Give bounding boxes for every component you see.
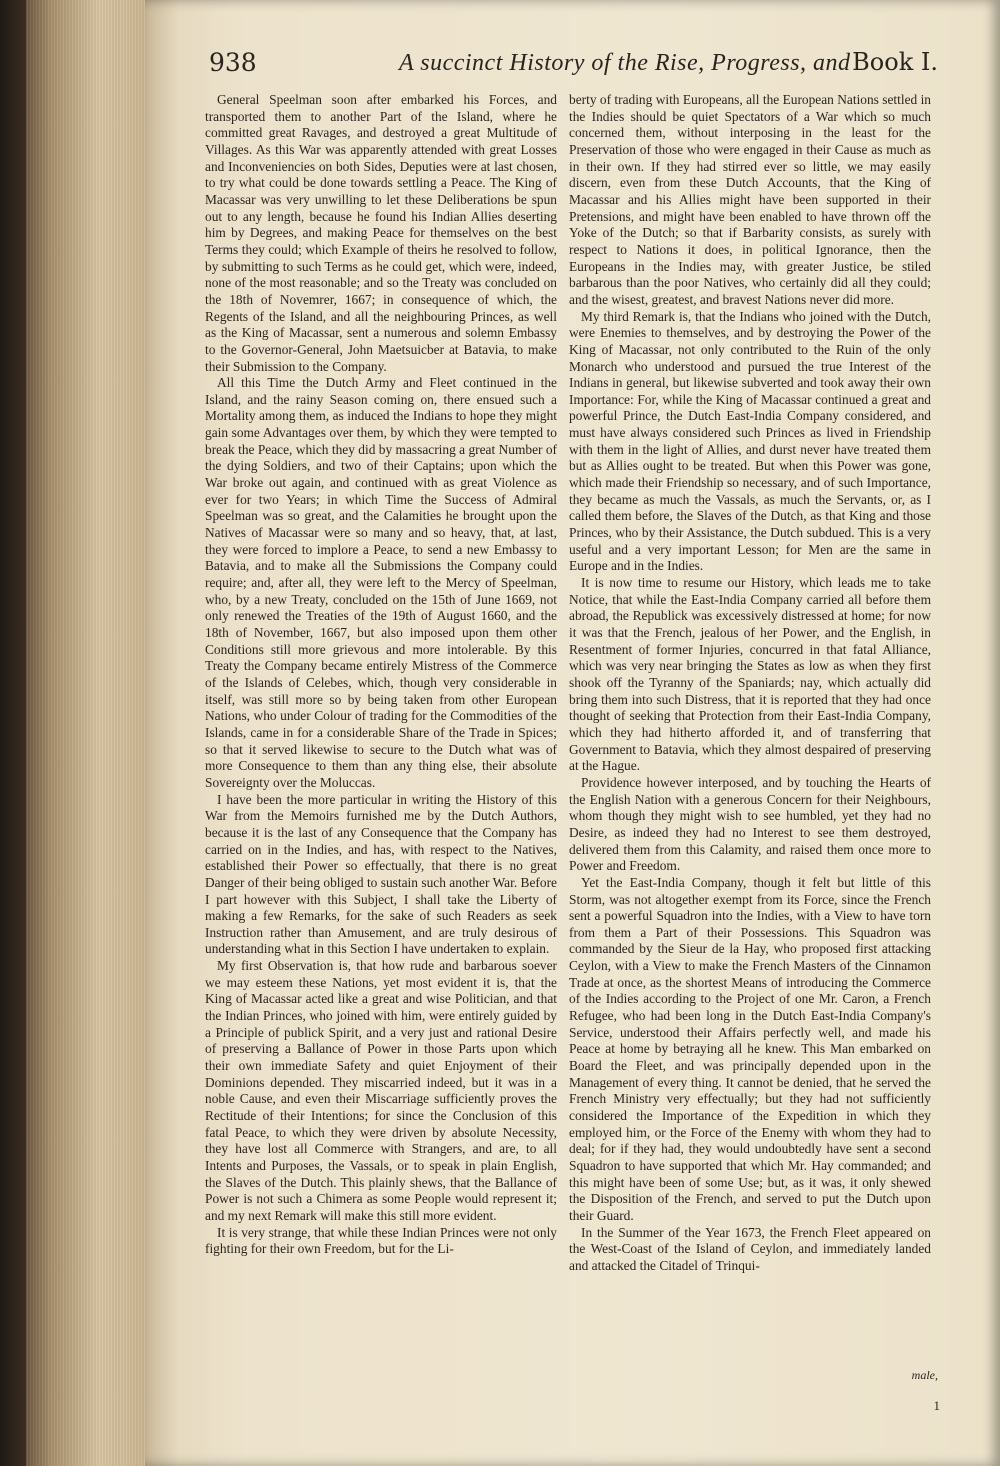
paragraph: berty of trading with Europeans, all the European Nations settled in the Indies should be quiet Spectators of a War which so much concerned them, without interposing in the least for the Preservation of those who were engaged in their Cause as much as in their own. If they had stirred ever so little, we may easily discern, even from these Dutch Accounts, that the King of Macassar and his Allies might have been supported in their Pretensions, and might have been enabled to have thrown off the Yoke of the Dutch; so that if Barbarity consists, as surely with respect to Nations it does, in political Ignorance, then the Europeans in the Indies may, with greater Justice, be stiled barbarous than the poor Natives, who certainly did all they could; and the wisest, greatest, and bravest Nations never did more.	[569, 92, 931, 307]
paragraph: It is now time to resume our History, which leads me to take Notice, that while the East-India Company carried all before them abroad, the Republick was excessively distressed at home; for now it was that the French, jealous of her Power, and the English, in Resentment of former Injuries, concurred in that fatal Alliance, which was very near bringing the States as low as when they first shook off the Tyranny of the Spaniards; nay, which actually did bring them into such Distress, that it is reported that they had once thought of seeking that Protection from their East-India Company, which they had hitherto afforded it, and of transferring that Government to Batavia, which they almost despaired of preserving at the Hague.	[569, 575, 931, 774]
book-page	[145, 0, 1000, 1466]
paragraph: My third Remark is, that the Indians who joined with the Dutch, were Enemies to themselves, and by destroying the Power of the King of Macassar, not only contributed to the Ruin of the only Monarch who understood and pursued the true Interest of the Indians in general, but likewise subverted and took away their own Importance: For, while the King of Macassar continued a great and powerful Prince, the Dutch East-India Company considered, and must have always considered such Princes as lived in Friendship with them in the light of Allies, and durst never have treated them but as Allies ought to be treated. But when this Power was gone, which made their Friendship so necessary, and of such Importance, they became as much the Vassals, as much the Servants, or, as I called them before, the Slaves of the Dutch, as that King and those Princes, who by their Assistance, the Dutch subdued. This is a very useful and a very important Lesson; for Men are the same in Europe and in the Indies.	[569, 308, 931, 574]
paragraph: All this Time the Dutch Army and Fleet continued in the Island, and the rainy Season coming on, there ensued such a Mortality among them, as induced the Indians to hope they might gain some Advantages over them, by which they were tempted to break the Peace, which they did by massacring a great Number of the dying Soldiers, and two of their Captains; upon which the War broke out again, and continued with as great Violence as ever for two Years; in which Time the Success of Admiral Speelman was so great, and the Calamities he brought upon the Natives of Macassar were so many and so heavy, that, at last, they were forced to implore a Peace, to send a new Embassy to Batavia, and to make all the Submissions the Company could require; and, after all, they were left to the Mercy of Speelman, who, by a new Treaty, concluded on the 15th of June 1669, not only renewed the Treaties of the 19th of August 1660, and the 18th of November, 1667, but also imposed upon them other Conditions still more grievous and more intolerable. By this Treaty the Company became entirely Mistress of the Commerce of the Islands of Celebes, which, though very considerable in itself, was still more so by being taken from other European Nations, who under Colour of trading for the Commodities of the Islands, came in for a considerable Share of the Trade in Spices; so that it served likewise to secure to the Dutch what was of more Consequence to them than any thing else, their absolute Sovereignty over the Moluccas.	[205, 375, 557, 790]
paragraph: It is very strange, that while these Indian Princes were not only fighting for their own Freedom, but for the Li-	[205, 1224, 557, 1257]
book-label: Book I.	[852, 48, 938, 76]
running-head	[209, 48, 938, 88]
signature-mark: 1	[933, 1398, 940, 1413]
right-column	[569, 92, 931, 1275]
paragraph: In the Summer of the Year 1673, the French Fleet appeared on the West-Coast of the Island of Ceylon, and immediately landed and attacked the Citadel of Trinqui-	[569, 1224, 931, 1273]
paragraph: My first Observation is, that how rude and barbarous soever we may esteem these Nations, yet most evident it is, that the King of Macassar acted like a great and wise Politician, and that the Indian Princes, who joined with him, were entirely guided by a Principle of publick Spirit, and a very just and rational Desire of preserving a Ballance of Power in those Parts upon which their own immediate Safety and quiet Enjoyment of their Dominions depended. They miscarried indeed, but it was in a noble Cause, and even their Miscarriage sufficiently proves the Rectitude of their Intentions; for since the Conclusion of this fatal Peace, to which they were driven by absolute Necessity, they have lost all Commerce with Strangers, and are, to all Intents and Purposes, the Vassals, or to speak in plain English, the Slaves of the Dutch. This plainly shews, that the Ballance of Power is not such a Chimera as some People would represent it; and my next Remark will make this still more evident.	[205, 958, 557, 1223]
page-number: 938	[209, 48, 257, 77]
paragraph: Yet the East-India Company, though it felt but little of this Storm, was not altogether exempt from its Force, since the French sent a powerful Squadron into the Indies, with a View to have torn from them a Part of their Possessions. This Squadron was commanded by the Sieur de la Hay, who proposed first attacking Ceylon, with a View to make the French Masters of the Cinnamon Trade at once, as the shortest Means of introducing the Commerce of the Indies according to the Project of one Mr. Caron, a French Refugee, who had been long in the Dutch East-India Company's Service, understood their Affairs perfectly well, and made his Peace at home by betraying all he knew. This Man embarked on Board the Fleet, and was principally depended upon in the Management of every thing. It cannot be denied, that he served the French Ministry very effectually; but they had not sufficiently considered the Importance of the Expedition in which they employed him, or the Force of the Enemy with whom they had to deal; for if they had, they would undoubtedly have sent a second Squadron to have supported that which Mr. Hay commanded; and this might have been of some Use; but, as it was, it only shewed the Disposition of the French, and served to put the Dutch upon their Guard.	[569, 874, 931, 1223]
paragraph: General Speelman soon after embarked his Forces, and transported them to another Part of the Island, where he committed great Ravages, and destroyed a great Multitude of Villages. As this War was apparently attended with great Losses and Inconveniencies on both Sides, Deputies were at last chosen, to try what could be done towards settling a Peace. The King of Macassar was very unwilling to let these Deliberations be spun out to any length, because he found his Indian Allies deserting him by Degrees, and making Peace for themselves on the best Terms they could; which Example of theirs he resolved to follow, by submitting to such Terms as he could get, which were, indeed, none of the most reasonable; and so the Treaty was concluded on the 18th of Novemrer, 1667; in consequence of which, the Regents of the Island, and all the neighbouring Princes, as well as the King of Macassar, sent a numerous and solemn Embassy to the Governor-General, John Maetsuicber at Batavia, to make their Submission to the Company.	[205, 92, 557, 374]
book-cover	[0, 0, 26, 1466]
running-title: A succinct History of the Rise, Progress, and	[399, 50, 851, 76]
paragraph: I have been the more particular in writing the History of this War from the Memoirs furnished me by the Dutch Authors, because it is the last of any Consequence that the Company has carried on in the Indies, and has, with respect to the Natives, established their Power so effectually, that there is no great Danger of their being obliged to sustain such another War. Before I part however with this Subject, I shall take the Liberty of making a few Remarks, for the sake of such Readers as seek Instruction rather than Amusement, and are truly desirous of understanding what in this Section I have undertaken to explain.	[205, 791, 557, 957]
paragraph: Providence however interposed, and by touching the Hearts of the English Nation with a generous Concern for their Neighbours, whom though they might wish to see humbled, yet they had no Desire, as indeed they had no Interest to see them destroyed, delivered them from this Calamity, and raised them once more to Power and Freedom.	[569, 774, 931, 874]
catchword: male,	[911, 1368, 938, 1382]
left-column	[205, 92, 557, 1258]
